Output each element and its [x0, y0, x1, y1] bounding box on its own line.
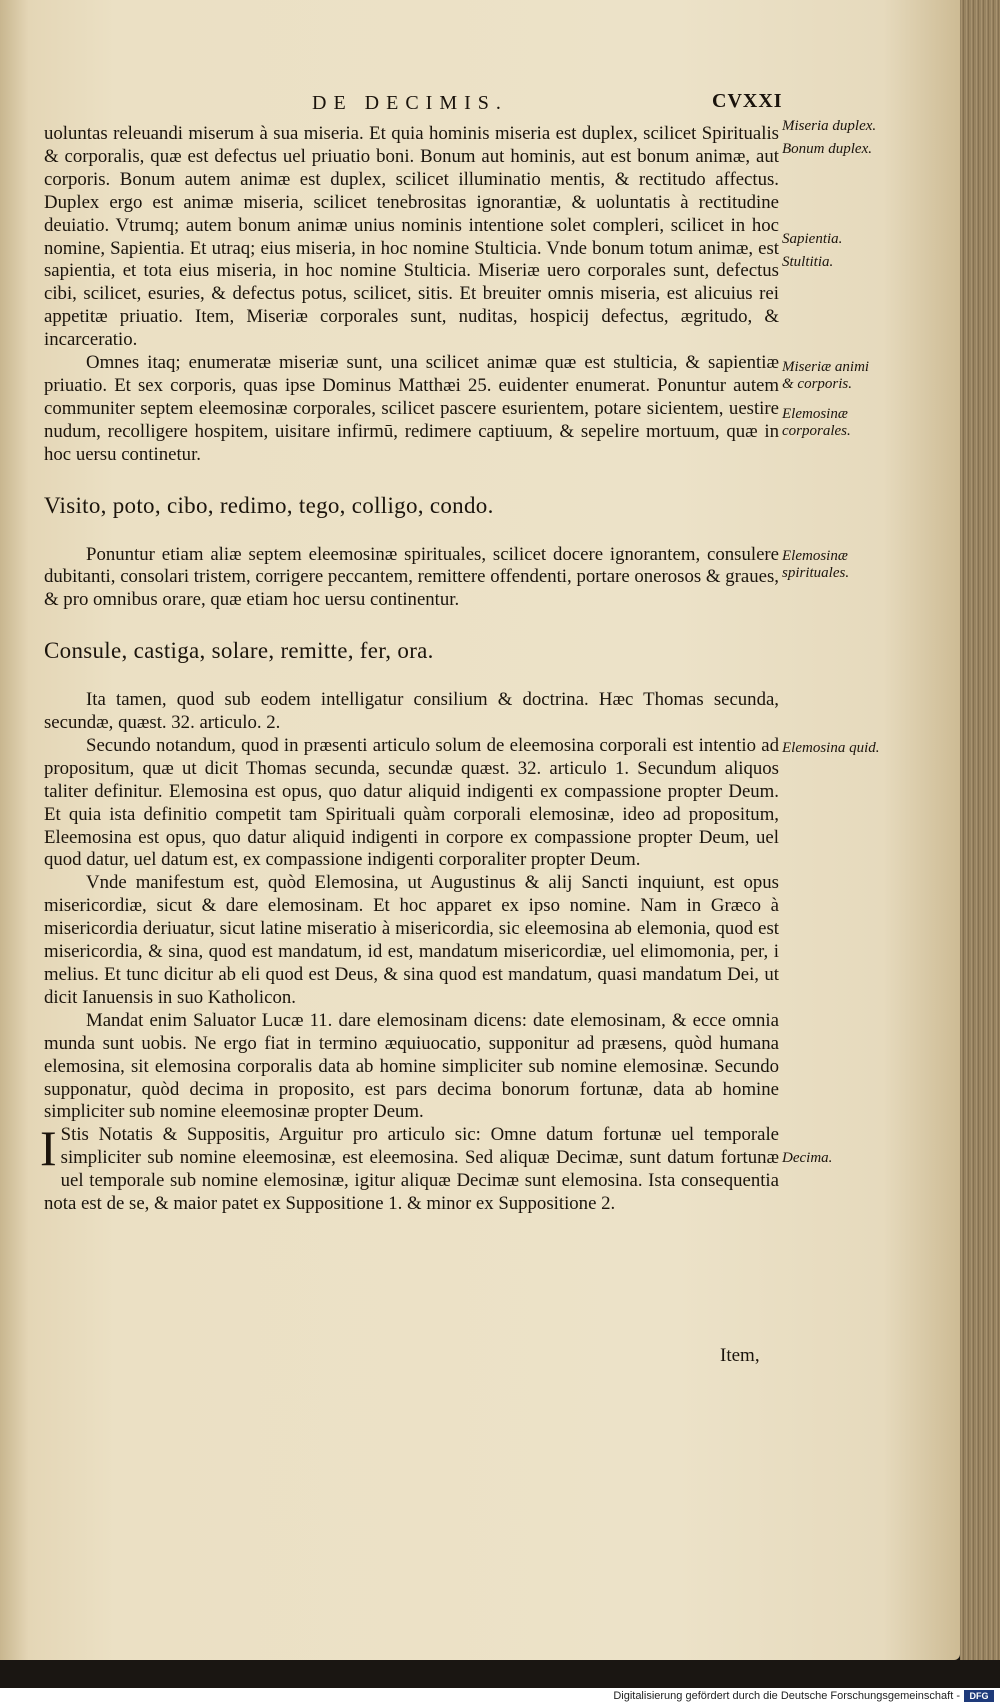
paragraph-8-text: Stis Notatis & Suppositis, Arguitur pro articulo sic: Omne datum fortunæ uel temporale simpliciter sub nomine eleemosinæ, est eleemosina. Sed aliquæ Decimæ, sunt datum fortunæ uel temporale sub nomine elemosinæ, igitur aliquæ Decimæ sunt elemosina. Ista consequentia nota est de se, & maior patet ex Suppositione 1. & minor ex Suppositione 2.	[44, 1124, 779, 1215]
footer-credit: Digitalisierung gefördert durch die Deutsche Forschungsgemeinschaft -	[613, 1690, 960, 1702]
running-head: DE DECIMIS.	[312, 92, 508, 114]
paragraph-2: Omnes itaq; enumeratæ miseriæ sunt, una scilicet animæ quæ est stulticia, & sapientiæ priuatio. Et sex corporis, quas ipse Dominus Matthæi 25. euidenter enumerat. Ponuntur autem communiter septem eleemosinæ corporales, scilicet pascere esurientem, potare sicientem, uestire nudum, recolligere hospitem, uisitare infirmū, redimere captiuum, & sepelire mortuum, quæ in hoc uersu continetur.	[44, 352, 779, 465]
page-stack-edge	[960, 0, 1000, 1660]
margin-note-elemosinae-corporales: Elemosinæ corporales.	[782, 406, 851, 439]
folio-number: CVXXI	[712, 90, 783, 112]
margin-note-miseriae-animi: Miseriæ animi & corporis.	[782, 359, 870, 392]
paragraph-5: Secundo notandum, quod in præsenti articulo solum de eleemosina corporali est intentio ad propositum, quæ ut dicit Thomas secunda, secundæ quæst. 32. articulo 1. Secundum aliquos taliter definitur. Elemosina est opus, quo datur aliquid indigenti ex compassione propter Deum. Et quia ista definitio competit tam Spirituali quàm corporali elemosinæ, ideo ad propositum, Eleemosina est opus, quo datur aliquid indigenti in corpore ex compassione propter Deum, uel quod datur, uel datum est, ex compassione indigenti corporaliter propter Deum.	[44, 734, 779, 871]
main-text-column	[40, 123, 779, 1216]
paragraph-3: Ponuntur etiam aliæ septem eleemosinæ spirituales, scilicet docere ignorantem, consulere dubitanti, consolari tristem, corrigere peccantem, remittere offendenti, portare onerosos & graues, & pro omnibus orare, quæ etiam hoc uersu continentur.	[44, 543, 779, 611]
margin-note-decima: Decima.	[782, 1150, 833, 1166]
paragraph-7: Mandat enim Saluator Lucæ 11. dare elemosinam dicens: date elemosinam, & ecce omnia munda sunt uobis. Ne ergo fiat in termino æquiuocatio, supponitur ad præsens, quòd humana elemosina, sit elemosina corporalis data ab homine simpliciter sub nomine elemosinæ. Secundo supponatur, quòd decima in proposito, est pars decima bonorum fortunæ, data ab homine simpliciter sub nomine eleemosinæ propter Deum.	[44, 1009, 779, 1123]
verse-corporal-works: Visito, poto, cibo, redimo, tego, colligo, condo.	[44, 492, 494, 518]
margin-note-miseria-duplex: Miseria duplex.	[782, 118, 877, 134]
verse-spiritual-works: Consule, castiga, solare, remitte, fer, ora.	[44, 638, 434, 664]
paragraph-1: uoluntas releuandi miserum à sua miseria. Et quia hominis miseria est duplex, scilicet Spiritualis & corporalis, quæ est defectus uel priuatio boni. Bonum aut hominis, aut est bonum animæ, aut corporis. Bonum autem animæ est duplex, scilicet illuminatio mentis, & rectitudo affectus. Duplex ergo est animæ miseria, scilicet tenebrositas ignorantiæ, & uoluntatis à rectitudine deuiatio. Vtrumq; autem bonum animæ unius nominis intentione solet compleri, scilicet in hoc nomine, Sapientia. Et utraq; eius miseria, in hoc nomine Stulticia. Vnde bonum totum animæ, est sapientia, et tota eius miseria, in hoc nomine Stulticia. Miseriæ uero corporales sunt, defectus cibi, scilicet, esuries, & defectus potus, scilicet, sitis. Et breuiter omnis miseria, est alicuius rei appetitæ priuatio. Item, Miseriæ corporales sunt, nuditas, hospicij defectus, ægritudo, & incarceratio.	[44, 123, 779, 351]
footer-bar	[0, 1688, 1000, 1704]
dfg-logo-icon: DFG	[964, 1690, 994, 1702]
drop-cap: I	[40, 1120, 57, 1177]
paragraph-6: Vnde manifestum est, quòd Elemosina, ut Augustinus & alij Sancti inquiunt, est opus misericordiæ, sicut & dare elemosinam. Et hoc apparet ex ipso nomine. Nam in Græco à misericordia deriuatur, sicut latine miseratio à misericordia, sic eleemosina ab elemonia, quod est misericordia, & sina, quod est mandatum, id est, mandatum misericordiæ, uel elimomonia, per, i melius. Et tunc dicitur ab eli quod est Deus, & sina quod est mandatum, quasi mandatum Dei, ut dicit Ianuensis in suo Katholicon.	[44, 872, 779, 1008]
margin-note-bonum-duplex: Bonum duplex.	[782, 141, 872, 157]
paragraph-8	[40, 1120, 779, 1216]
margin-note-sapientia: Sapientia.	[782, 231, 843, 247]
paragraph-4: Ita tamen, quod sub eodem intelligatur consilium & doctrina. Hæc Thomas secunda, secundæ, quæst. 32. articulo. 2.	[44, 689, 779, 734]
margin-note-elemosina-quid: Elemosina quid.	[782, 740, 880, 756]
margin-note-elemosinae-spirituales: Elemosinæ spirituales.	[782, 548, 850, 581]
catchword: Item,	[720, 1345, 760, 1366]
margin-note-stultitia: Stultitia.	[782, 254, 834, 270]
